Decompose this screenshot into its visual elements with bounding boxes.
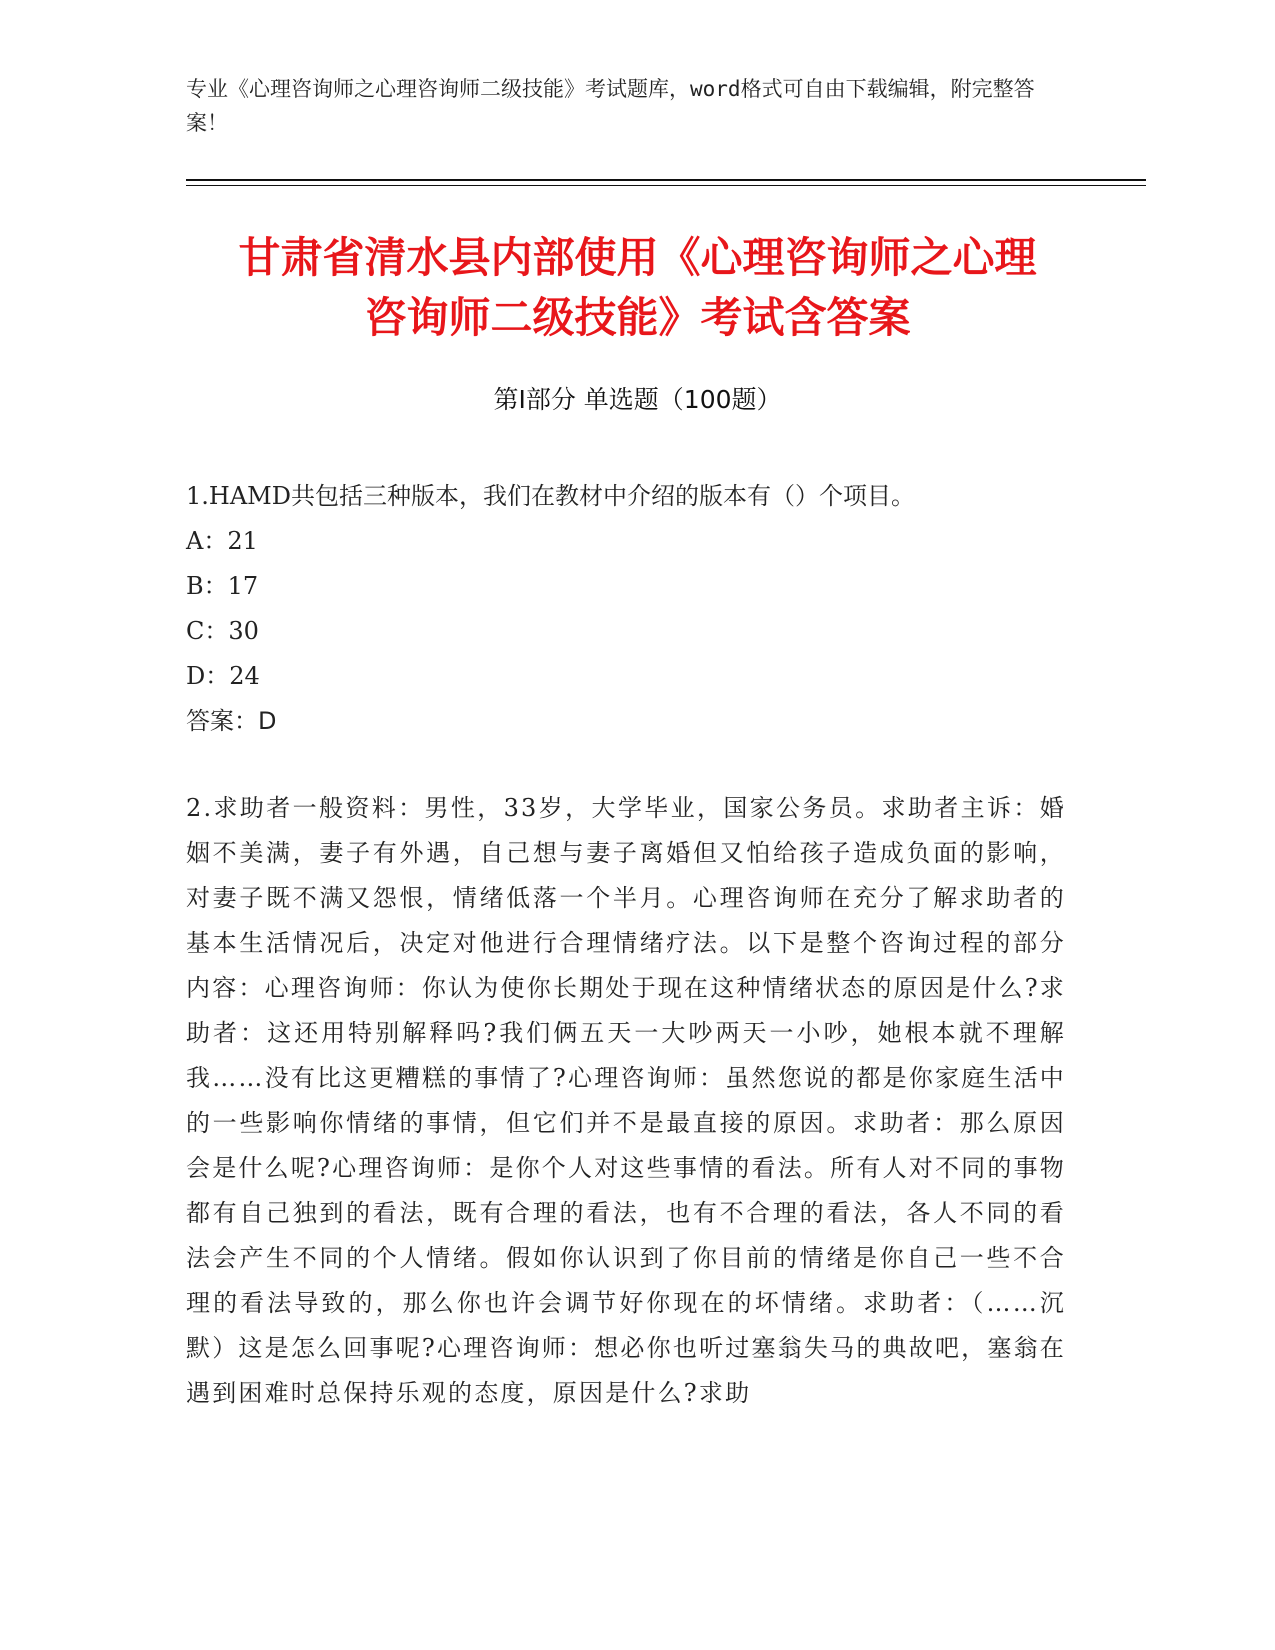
header-rule-thick <box>186 179 1146 181</box>
header-note: 专业《心理咨询师之心理咨询师二级技能》考试题库，word格式可自由下载编辑，附完整答案！ <box>186 77 1035 135</box>
document-title <box>160 228 1115 348</box>
question-1 <box>186 474 1066 744</box>
question-1-option-d: D：24 <box>186 662 260 690</box>
question-1-stem: 1.HAMD共包括三种版本，我们在教材中介绍的版本有（）个项目。 <box>186 482 915 510</box>
document-title-line-1: 甘肃省清水县内部使用《心理咨询师之心理 <box>238 233 1037 282</box>
document-title-line-2: 咨询师二级技能》考试含答案 <box>364 293 911 342</box>
question-1-option-a: A：21 <box>186 527 258 555</box>
section-title: 第Ⅰ部分 单选题（100题） <box>493 385 782 414</box>
question-2-stem: 2.求助者一般资料：男性，33岁，大学毕业，国家公务员。求助者主诉：婚姻不美满，妻子有外遇，自己想与妻子离婚但又怕给孩子造成负面的影响，对妻子既不满又怨恨，情绪低落一个半月。心理咨询师在充分了解求助者的基本生活情况后，决定对他进行合理情绪疗法。以下是整个咨询过程的部分内容：心理咨询师：你认为使你长期处于现在这种情绪状态的原因是什么?求助者：这还用特别解释吗?我们俩五天一大吵两天一小吵，她根本就不理解我……没有比这更糟糕的事情了?心理咨询师：虽然您说的都是你家庭生活中的一些影响你情绪的事情，但它们并不是最直接的原因。求助者：那么原因会是什么呢?心理咨询师：是你个人对这些事情的看法。所有人对不同的事物都有自己独到的看法，既有合理的看法，也有不合理的看法，各人不同的看法会产生不同的个人情绪。假如你认识到了你目前的情绪是你自己一些不合理的看法导致的，那么你也许会调节好你现在的坏情绪。求助者：（……沉默）这是怎么回事呢?心理咨询师：想必你也听过塞翁失马的典故吧，塞翁在遇到困难时总保持乐观的态度，原因是什么?求助 <box>186 794 1066 1407</box>
header-rule-thin <box>186 185 1146 186</box>
question-1-answer: 答案：D <box>186 707 277 735</box>
question-1-option-b: B：17 <box>186 572 259 600</box>
question-1-option-c: C：30 <box>186 617 259 645</box>
